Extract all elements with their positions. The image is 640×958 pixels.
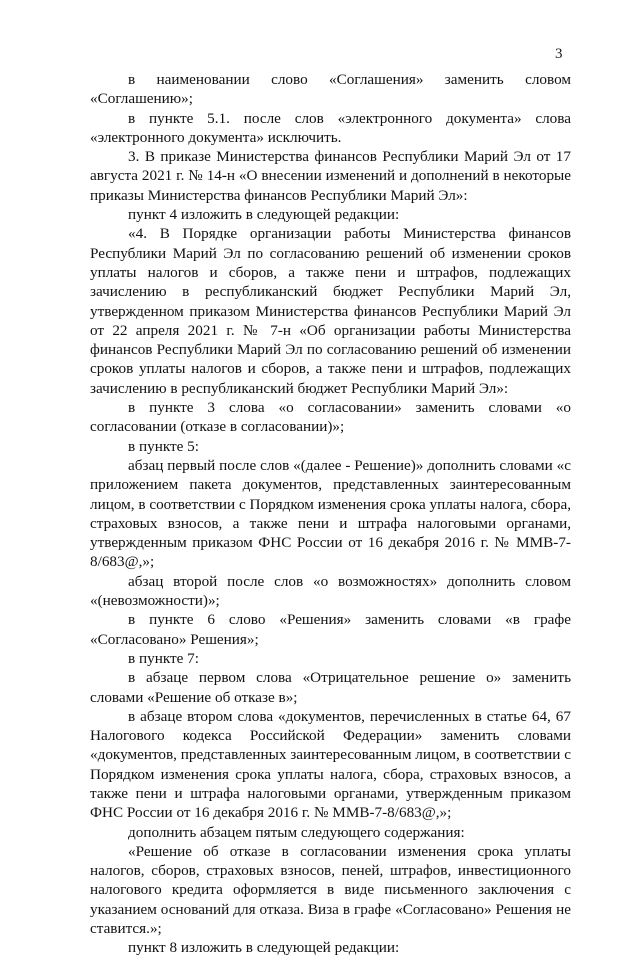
paragraph-12: в абзаце первом слова «Отрицательное решение о» заменить словами «Решение об отказе в»; [90, 669, 571, 706]
paragraph-11: в пункте 7: [128, 649, 199, 667]
paragraph-4: пункт 4 изложить в следующей редакции: [128, 206, 400, 224]
paragraph-3: 3. В приказе Министерства финансов Республики Марий Эл от 17 августа 2021 г. № 14-н «О внесении изменений и дополнений в некоторые приказы Министерства финансов Республики Марий Эл»: [90, 148, 571, 204]
paragraph-5: «4. В Порядке организации работы Министерства финансов Республики Марий Эл по согласованию решений об изменении сроков уплаты налогов и сборов, а также пени и штрафов, подлежащих зачислению в республиканский бюджет Республики Марий Эл, утвержденном приказом Министерства финансов Республики Марий Эл от 22 апреля 2021 г. № 7-н «Об организации работы Министерства финансов Республики Марий Эл по согласованию решений об изменении сроков уплаты налогов и сборов, а также пени и штрафов, подлежащих зачислению в республиканский бюджет Республики Марий Эл»: [90, 225, 571, 397]
paragraph-8: абзац первый после слов «(далее - Решение)» дополнить словами «с приложением пакета документов, представленных заинтересованным лицом, в соответствии с Порядком изменения срока уплаты налога, сбора, страховых взносов, а также пени и штрафа налоговыми органами, утвержденным приказом ФНС России от 16 декабря 2016 г. № ММВ-7-8/683@,»; [90, 456, 571, 571]
document-body [90, 70, 571, 958]
paragraph-9: абзац второй после слов «о возможностях» дополнить словом «(невозможности)»; [90, 572, 571, 610]
paragraph-6: в пункте 3 слова «о согласовании» заменить словами «о согласовании (отказе в согласовании)»; [90, 399, 571, 436]
paragraph-2: в пункте 5.1. после слов «электронного документа» слова «электронного документа» исключить. [90, 109, 571, 146]
paragraph-14: дополнить абзацем пятым следующего содержания: [128, 823, 465, 841]
paragraph-10: в пункте 6 слово «Решения» заменить словами «в графе «Согласовано» Решения»; [90, 611, 571, 648]
paragraph-13: в абзаце втором слова «документов, перечисленных в статье 64, 67 Налогового кодекса Российской Федерации» заменить словами «документов, представленных заинтересованным лицом, в соответствии с Порядком изменения срока уплаты налога, сбора, страховых взносов, а также пени и штрафа налоговыми органами, утвержденным приказом ФНС России от 16 декабря 2016 г. № ММВ-7-8/683@,»; [90, 707, 571, 822]
paragraph-7: в пункте 5: [128, 437, 199, 455]
paragraph-1: в наименовании слово «Соглашения» заменить словом «Соглашению»; [90, 71, 571, 108]
paragraph-16: пункт 8 изложить в следующей редакции: [128, 939, 400, 957]
paragraph-15: «Решение об отказе в согласовании изменения срока уплаты налогов, сборов, страховых взносов, пеней, штрафов, инвестиционного налогового кредита оформляется в виде письменного заключения с указанием оснований для отказа. Виза в графе «Согласовано» Решения не ставится.»; [90, 842, 571, 938]
page-number: 3 [555, 46, 563, 62]
